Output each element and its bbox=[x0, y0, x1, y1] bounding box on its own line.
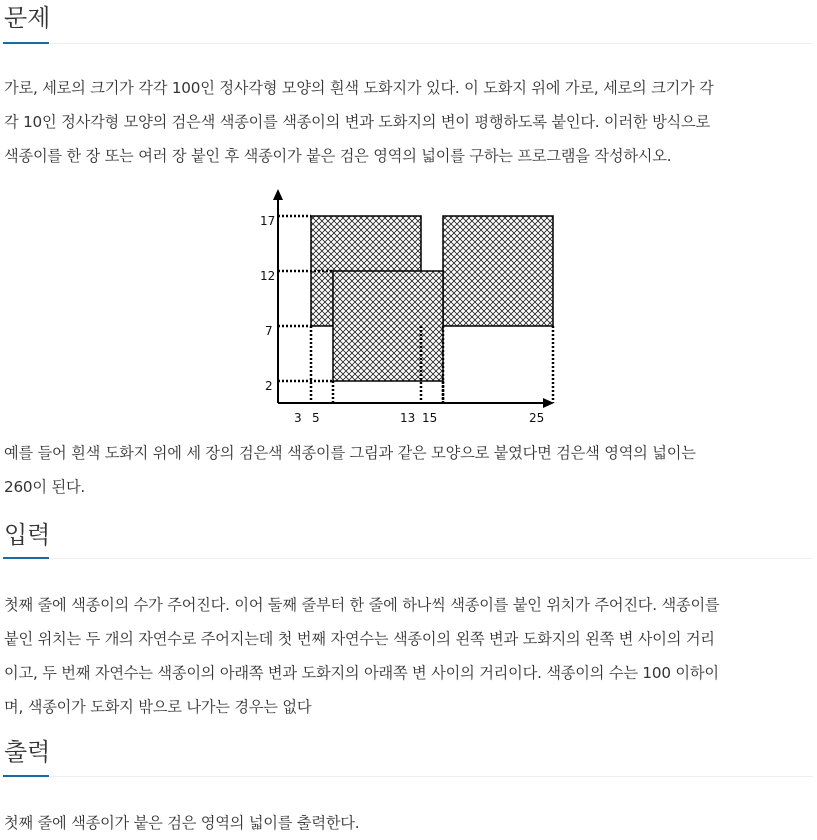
input-line-3: 이고, 두 번째 자연수는 색종이의 아래쪽 변과 도화지의 아래쪽 변 사이의 거리이다. 색종이의 수는 100 이하이 bbox=[4, 664, 719, 682]
problem-title: 문제 bbox=[4, 4, 51, 32]
problem-title-underline bbox=[3, 42, 49, 44]
input-line-4: 며, 색종이가 도화지 밖으로 나가는 경우는 없다 bbox=[4, 698, 312, 716]
papers-layer bbox=[311, 216, 553, 381]
output-title-underline bbox=[3, 775, 49, 777]
input-title-rule bbox=[3, 558, 813, 559]
output-line-1: 첫째 줄에 색종이가 붙은 검은 영역의 넓이를 출력한다. bbox=[4, 814, 360, 832]
problem-description bbox=[4, 71, 814, 173]
x-tick-5: 5 bbox=[312, 411, 320, 425]
problem-line-2: 각 10인 정사각형 모양의 검은색 색종이를 색종이의 변과 도화지의 변이 평행하도록 붙인다. 이러한 방식으로 bbox=[4, 113, 710, 131]
paper-figure-svg bbox=[250, 185, 560, 430]
input-title: 입력 bbox=[4, 521, 51, 549]
problem-title-rule bbox=[3, 43, 813, 44]
output-description bbox=[4, 806, 814, 840]
paper-square-3 bbox=[333, 271, 443, 381]
output-title-rule bbox=[3, 776, 813, 777]
input-line-1: 첫째 줄에 색종이의 수가 주어진다. 이어 둘째 줄부터 한 줄에 하나씩 색종이를 붙인 위치가 주어진다. 색종이를 bbox=[4, 596, 720, 614]
x-tick-25: 25 bbox=[529, 411, 545, 425]
output-title: 출력 bbox=[4, 738, 51, 766]
y-tick-2: 2 bbox=[265, 379, 273, 393]
x-tick-13: 13 bbox=[400, 411, 416, 425]
input-description bbox=[4, 588, 814, 724]
paper-square-2 bbox=[443, 216, 553, 326]
input-title-underline bbox=[3, 557, 49, 559]
y-axis-arrow bbox=[273, 189, 283, 200]
paper-figure bbox=[250, 185, 560, 434]
problem-line-3: 색종이를 한 장 또는 여러 장 붙인 후 색종이가 붙은 검은 영역의 넓이를 구하는 프로그램을 작성하시오. bbox=[4, 147, 672, 165]
y-tick-12: 12 bbox=[260, 269, 276, 283]
x-tick-15: 15 bbox=[422, 411, 438, 425]
y-tick-17: 17 bbox=[260, 214, 276, 228]
example-line-2: 260이 된다. bbox=[4, 478, 86, 496]
input-line-2: 붙인 위치는 두 개의 자연수로 주어지는데 첫 번째 자연수는 색종이의 왼쪽 변과 도화지의 왼쪽 변 사이의 거리 bbox=[4, 630, 715, 648]
y-tick-7: 7 bbox=[265, 324, 273, 338]
example-line-1: 예를 들어 흰색 도화지 위에 세 장의 검은색 색종이를 그림과 같은 모양으로 붙였다면 검은색 영역의 넓이는 bbox=[4, 444, 696, 462]
problem-example bbox=[4, 436, 814, 504]
x-tick-3: 3 bbox=[294, 411, 302, 425]
problem-line-1: 가로, 세로의 크기가 각각 100인 정사각형 모양의 흰색 도화지가 있다. 이 도화지 위에 가로, 세로의 크기가 각 bbox=[4, 79, 714, 97]
